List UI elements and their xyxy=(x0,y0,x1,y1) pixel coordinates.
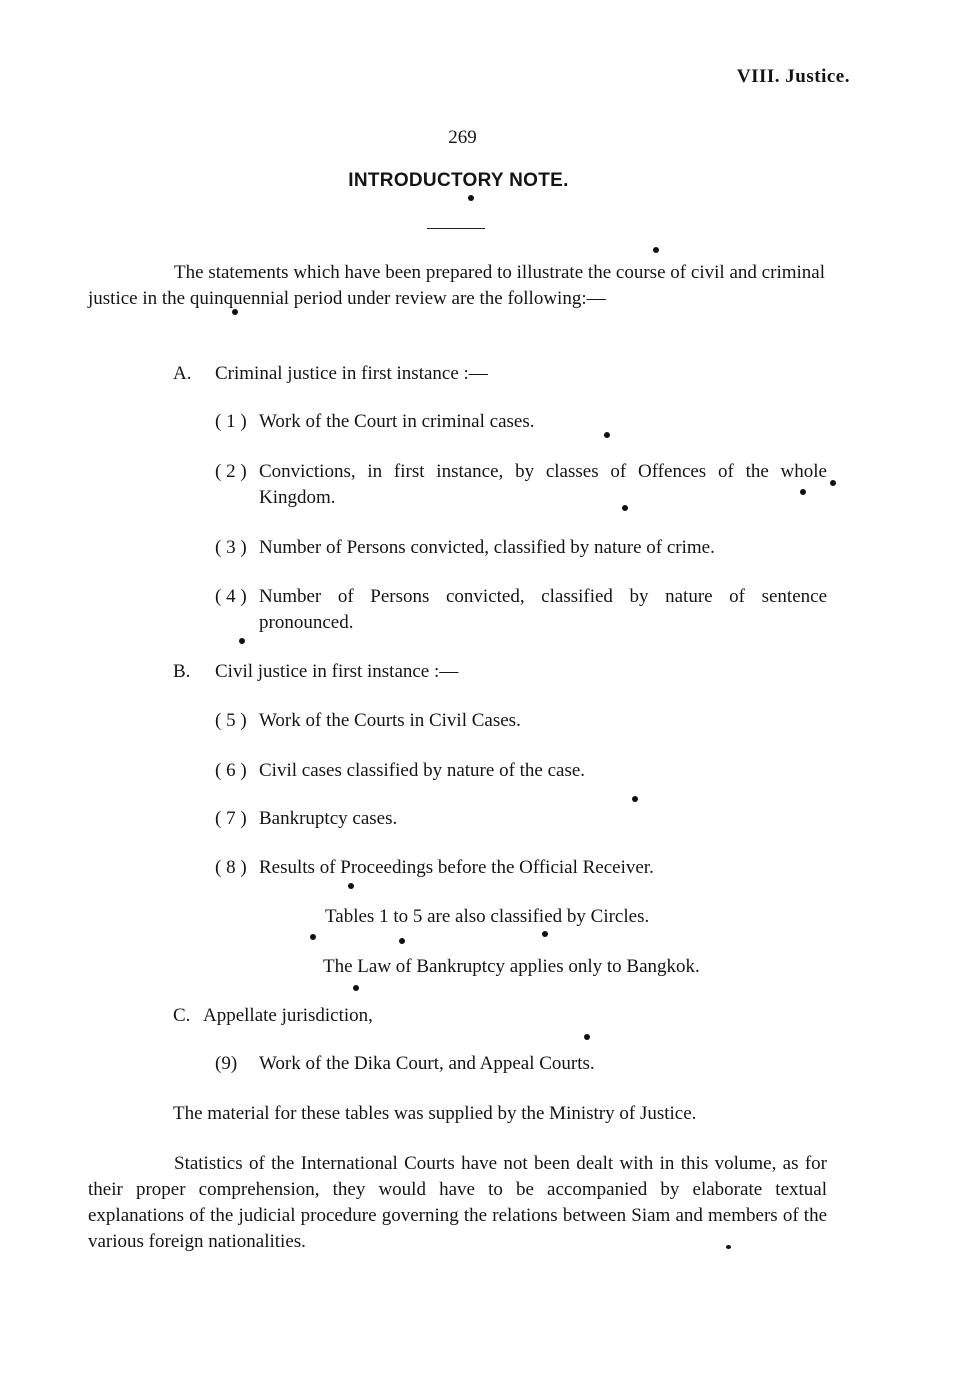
list-item xyxy=(215,1051,827,1077)
scan-speck xyxy=(232,309,238,315)
scan-speck xyxy=(239,638,245,644)
item-text: Results of Proceedings before the Official Receiver. xyxy=(259,857,654,878)
item-text: Convictions, in first instance, by classes of Offences of the whole Kingdom. xyxy=(259,461,827,508)
scan-speck xyxy=(310,934,316,940)
scan-speck xyxy=(584,1034,590,1040)
section-c-label: C. xyxy=(173,1005,191,1026)
list-item xyxy=(215,806,827,832)
list-item xyxy=(215,459,827,511)
list-item xyxy=(215,708,827,734)
page-heading: INTRODUCTORY NOTE. xyxy=(348,170,569,191)
item-text: Number of Persons convicted, classified by nature of sentence pronounced. xyxy=(259,586,827,633)
scan-speck xyxy=(542,931,548,937)
scan-speck xyxy=(468,195,474,201)
scan-speck xyxy=(353,985,359,991)
scan-speck xyxy=(622,505,628,511)
scan-speck xyxy=(399,938,405,944)
scan-speck xyxy=(653,247,659,253)
scan-speck xyxy=(830,480,836,486)
item-number: ( 8 ) xyxy=(215,857,247,878)
list-item xyxy=(215,409,827,435)
item-number: ( 7 ) xyxy=(215,808,247,829)
scan-speck xyxy=(632,796,638,802)
item-number: ( 5 ) xyxy=(215,710,247,731)
section-a-title: Criminal justice in first instance :— xyxy=(215,363,488,384)
list-item xyxy=(215,855,827,881)
section-c-heading xyxy=(173,1003,373,1029)
section-c-title: Appellate jurisdiction, xyxy=(203,1005,373,1026)
item-number: ( 6 ) xyxy=(215,760,247,781)
scan-speck xyxy=(726,1245,731,1249)
scan-speck xyxy=(800,489,806,495)
list-item xyxy=(215,584,827,636)
list-item xyxy=(215,535,827,561)
item-number: (9) xyxy=(215,1053,238,1074)
intro-paragraph: The statements which have been prepared to illustrate the course of civil and criminal justice in the quinquennial period under review are the following:— xyxy=(88,262,825,309)
item-text: Number of Persons convicted, classified by nature of crime. xyxy=(259,537,715,558)
item-text: Work of the Dika Court, and Appeal Courts. xyxy=(259,1053,595,1074)
item-number: ( 4 ) xyxy=(215,586,247,607)
section-b-title: Civil justice in first instance :— xyxy=(215,661,459,682)
item-number: ( 2 ) xyxy=(215,461,247,482)
section-a-label: A. xyxy=(173,363,192,384)
item-number: ( 3 ) xyxy=(215,537,247,558)
table-note: The Law of Bankruptcy applies only to Bangkok. xyxy=(323,956,700,977)
heading-rule xyxy=(427,228,485,229)
scan-speck xyxy=(348,883,354,889)
item-text: Work of the Courts in Civil Cases. xyxy=(259,710,521,731)
item-text: Civil cases classified by nature of the case. xyxy=(259,760,586,781)
item-text: Bankruptcy cases. xyxy=(259,808,398,829)
scan-speck xyxy=(604,432,610,438)
page-number: 269 xyxy=(448,127,477,148)
item-text: Work of the Court in criminal cases. xyxy=(259,411,535,432)
source-note: The material for these tables was supplied by the Ministry of Justice. xyxy=(173,1103,697,1124)
list-item xyxy=(215,758,827,784)
table-note: Tables 1 to 5 are also classified by Circles. xyxy=(325,906,650,927)
closing-paragraph: Statistics of the International Courts have not been dealt with in this volume, as for their proper comprehension, they would have to be accompanied by elaborate textual explanations of the judicial procedure governing the relations between Siam and members of the various foreign nationalities. xyxy=(88,1153,827,1252)
item-number: ( 1 ) xyxy=(215,411,247,432)
section-b-heading xyxy=(173,659,458,685)
section-b-label: B. xyxy=(173,661,191,682)
section-a-heading xyxy=(173,361,488,387)
running-head: VIII. Justice. xyxy=(736,66,850,87)
